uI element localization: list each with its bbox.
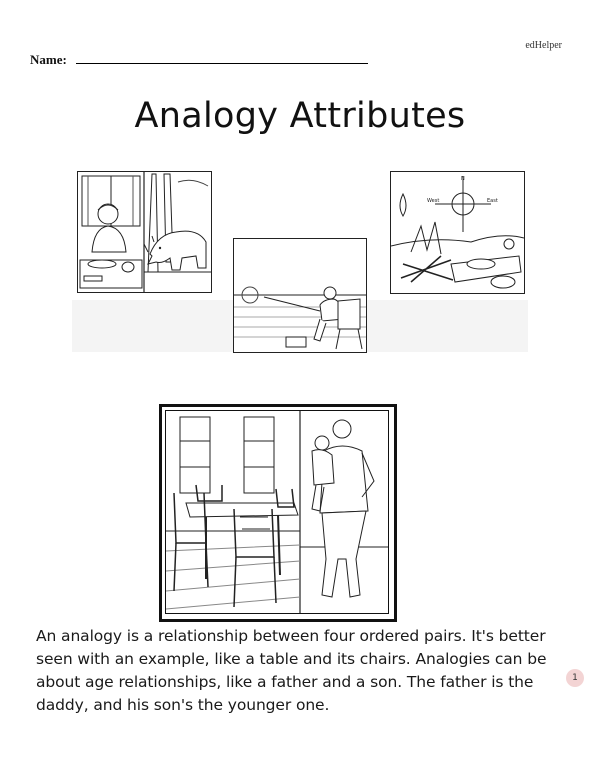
boy-and-rhino-image bbox=[77, 171, 212, 293]
compass-north-label: N bbox=[461, 176, 465, 182]
fishing-man-image bbox=[233, 238, 367, 353]
explanation-paragraph: An analogy is a relationship between four ordered pairs. It's better seen with an example, like a table and its chairs. Analogies can be about age relationships, like a father and a son. The father is the daddy, and his son's the younger one. bbox=[36, 627, 547, 714]
name-label: Name: bbox=[30, 52, 67, 67]
name-line bbox=[76, 63, 368, 64]
father-son-table-image bbox=[159, 404, 397, 622]
compass-east-label: East bbox=[487, 198, 498, 204]
compass-campfire-image bbox=[390, 171, 525, 294]
compass-west-label: West bbox=[427, 198, 440, 204]
brand-label: edHelper bbox=[525, 40, 562, 51]
page-number-badge: 1 bbox=[566, 669, 584, 687]
page-title: Analogy Attributes bbox=[134, 96, 466, 136]
